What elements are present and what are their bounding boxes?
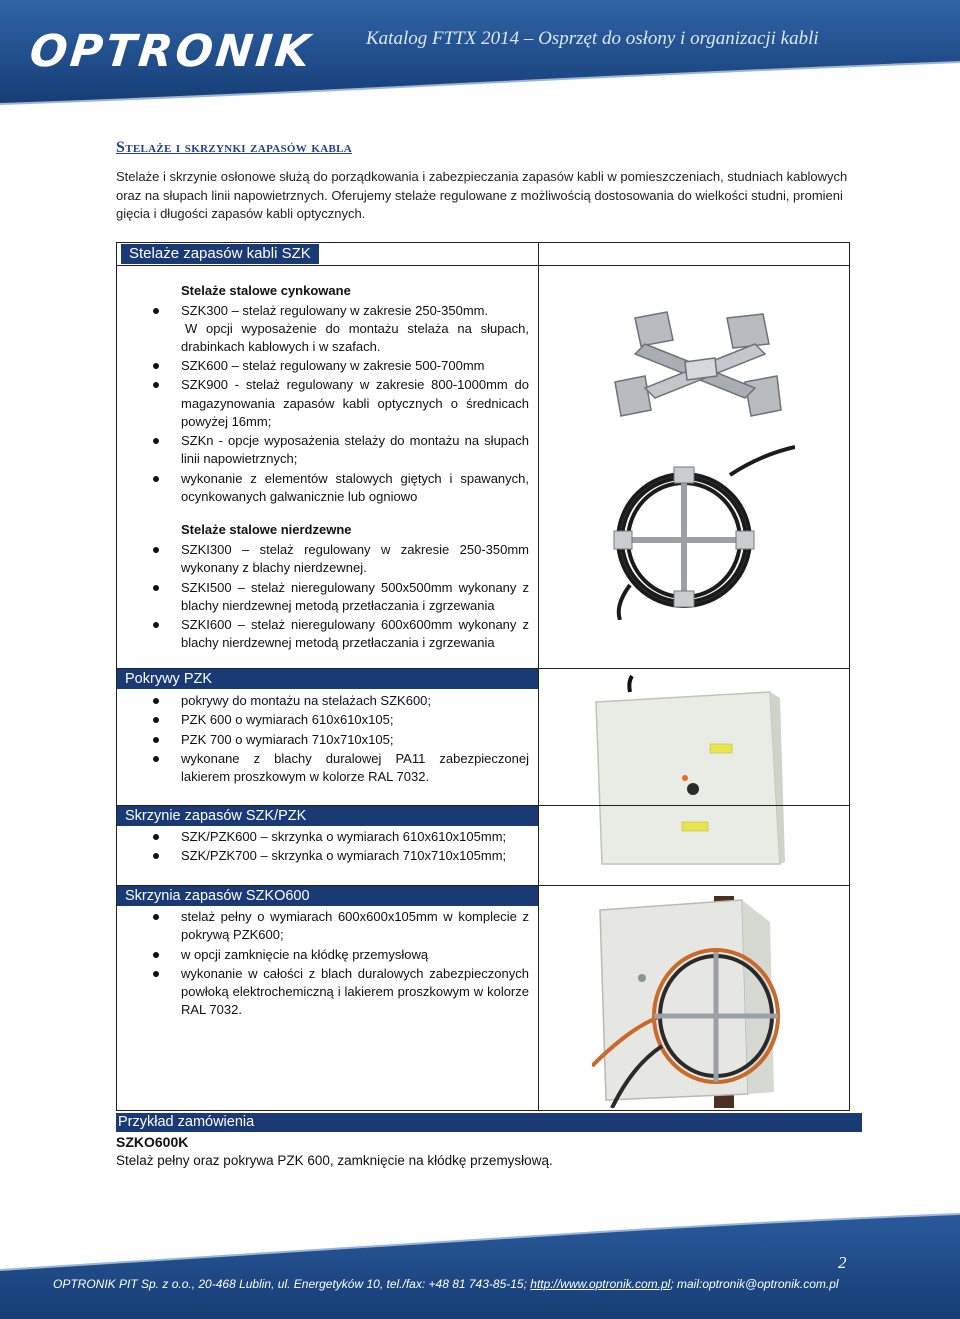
section-title-szko: Skrzynia zapasów SZKO600 — [117, 886, 538, 906]
list-item — [181, 731, 529, 749]
list-item-text: stelaż pełny o wymiarach 600x600x105mm w komplecie z pokrywą PZK600; — [181, 909, 529, 943]
list-item-text: SZK600 – stelaż regulowany w zakresie 500-700mm — [181, 358, 485, 373]
galvanized-list-a — [181, 302, 529, 320]
list-item — [181, 376, 529, 431]
list-item — [181, 302, 529, 320]
footer-background — [0, 1200, 960, 1319]
order-code: SZKO600K — [116, 1134, 189, 1150]
list-item-text: wykonanie w całości z blach duralowych zabezpieczonych powłoką elektrochemiczną i lakierem proszkowym w kolorze RAL 7032. — [181, 965, 529, 1018]
list-item — [181, 965, 529, 1020]
bullet-icon — [153, 308, 159, 314]
footer-company: OPTRONIK PIT Sp. z o.o., 20-468 Lublin, ul. Energetyków 10, tel./fax: +48 81 743-85-15; — [53, 1277, 531, 1291]
subheading-stainless: Stelaże stalowe nierdzewne — [181, 522, 352, 537]
list-item — [181, 828, 529, 846]
section-title-szk-pzk: Skrzynie zapasów SZK/PZK — [117, 806, 538, 826]
section-title-szk — [121, 244, 537, 264]
bullet-icon — [153, 476, 159, 482]
list-item-text: SZKn - opcje wyposażenia stelaży do montażu na słupach linii napowietrznych; — [181, 433, 529, 467]
szk-cable-photo — [610, 445, 795, 620]
subheading-galvanized: Stelaże stalowe cynkowane — [181, 283, 351, 298]
footer-email: ; mail:optronik@optronik.com.pl — [670, 1277, 839, 1291]
list-item — [181, 711, 529, 729]
order-description: Stelaż pełny oraz pokrywa PZK 600, zamknięcie na kłódkę przemysłową. — [116, 1153, 553, 1168]
page-number: 2 — [838, 1253, 847, 1272]
table-row-divider — [116, 265, 850, 266]
list-item-text: SZK/PZK600 – skrzynka o wymiarach 610x610x105mm; — [181, 829, 507, 844]
bullet-icon — [153, 914, 159, 920]
bullet-icon — [153, 756, 159, 762]
list-item-text: pokrywy do montażu na stelażach SZK600; — [181, 693, 432, 708]
mounting-note: W opcji wyposażenie do montażu stelaża na słupach, drabinkach kablowych i w szafach. — [181, 321, 529, 355]
bullet-icon — [153, 585, 159, 591]
list-item-text: SZKI500 – stelaż nieregulowany 500x500mm wykonany z blachy nierdzewnej metodą przetłaczania i zgrzewania — [181, 579, 529, 613]
stainless-list — [181, 541, 529, 653]
list-item-text: wykonane z blachy duralowej PA11 zabezpieczonej lakierem proszkowym w kolorze RAL 7032. — [181, 750, 529, 785]
list-item — [181, 616, 529, 653]
table-divider — [538, 242, 539, 1111]
page-title: Stelaże i skrzynki zapasów kabla — [116, 139, 353, 156]
list-item-text: SZK/PZK700 – skrzynka o wymiarach 710x710x105mm; — [181, 848, 507, 864]
list-item — [181, 541, 529, 578]
pzk-list — [181, 692, 529, 786]
list-item-text: SZK900 - stelaż regulowany w zakresie 800-1000mm do magazynowania zapasów kabli optycznych o średnicach powyżej 16mm; — [181, 377, 529, 429]
bullet-icon — [153, 834, 159, 840]
pzk-cover-photo — [590, 674, 785, 869]
list-item — [181, 579, 529, 616]
list-item-text: PZK 700 o wymiarach 710x710x105; — [181, 731, 394, 747]
website-link[interactable]: http://www.optronik.com.pl — [530, 1277, 671, 1291]
szk-frame-photo — [605, 310, 790, 440]
list-item-text: w opcji zamknięcie na kłódkę przemysłową — [181, 946, 429, 962]
bullet-icon — [153, 971, 159, 977]
list-item-text: PZK 600 o wymiarach 610x610x105; — [181, 712, 394, 728]
list-item — [181, 357, 529, 375]
header-banner — [0, 0, 960, 105]
list-item — [181, 946, 529, 964]
list-item — [181, 432, 529, 469]
bullet-icon — [153, 698, 159, 704]
intro-paragraph: Stelaże i skrzynie osłonowe służą do porządkowania i zabezpieczania zapasów kabli w pomieszczeniach, studniach kablowych oraz na słupach linii napowietrznych. Oferujemy stelaże regulowane z możliwością dostosowania do wielkości studni, promieni gięcia i długości zapasów kabli optycznych. — [116, 169, 848, 221]
catalog-title: Katalog FTTX 2014 – Osprzęt do osłony i organizacji kabli — [366, 28, 819, 49]
order-example-bar: Przykład zamówienia — [116, 1113, 862, 1132]
szk-pzk-list — [181, 828, 529, 866]
bullet-icon — [153, 547, 159, 553]
bullet-icon — [153, 737, 159, 743]
list-item-text: wykonanie z elementów stalowych giętych i spawanych, ocynkowanych galwanicznie lub ogniowo — [181, 470, 529, 505]
list-item-text: SZKI300 – stelaż regulowany w zakresie 250-350mm wykonany z blachy nierdzewnej. — [181, 542, 529, 576]
list-item — [181, 470, 529, 507]
list-item-text: SZKI600 – stelaż nieregulowany 600x600mm wykonany z blachy nierdzewnej metodą przetłaczania i zgrzewania — [181, 617, 529, 651]
szko-box-photo — [592, 896, 802, 1108]
list-item-text: SZK300 – stelaż regulowany w zakresie 250-350mm. — [181, 303, 489, 318]
list-item — [181, 908, 529, 945]
company-logo: OPTRONIK — [27, 26, 315, 77]
section-title-szk-label: Stelaże zapasów kabli SZK — [121, 244, 319, 264]
list-item — [181, 847, 529, 865]
bullet-icon — [153, 952, 159, 958]
footer-contact — [53, 1277, 839, 1291]
bullet-icon — [153, 363, 159, 369]
galvanized-list-b — [181, 357, 529, 506]
list-item — [181, 692, 529, 710]
list-item — [181, 750, 529, 787]
szko-list — [181, 908, 529, 1020]
section-title-pzk: Pokrywy PZK — [117, 669, 538, 689]
